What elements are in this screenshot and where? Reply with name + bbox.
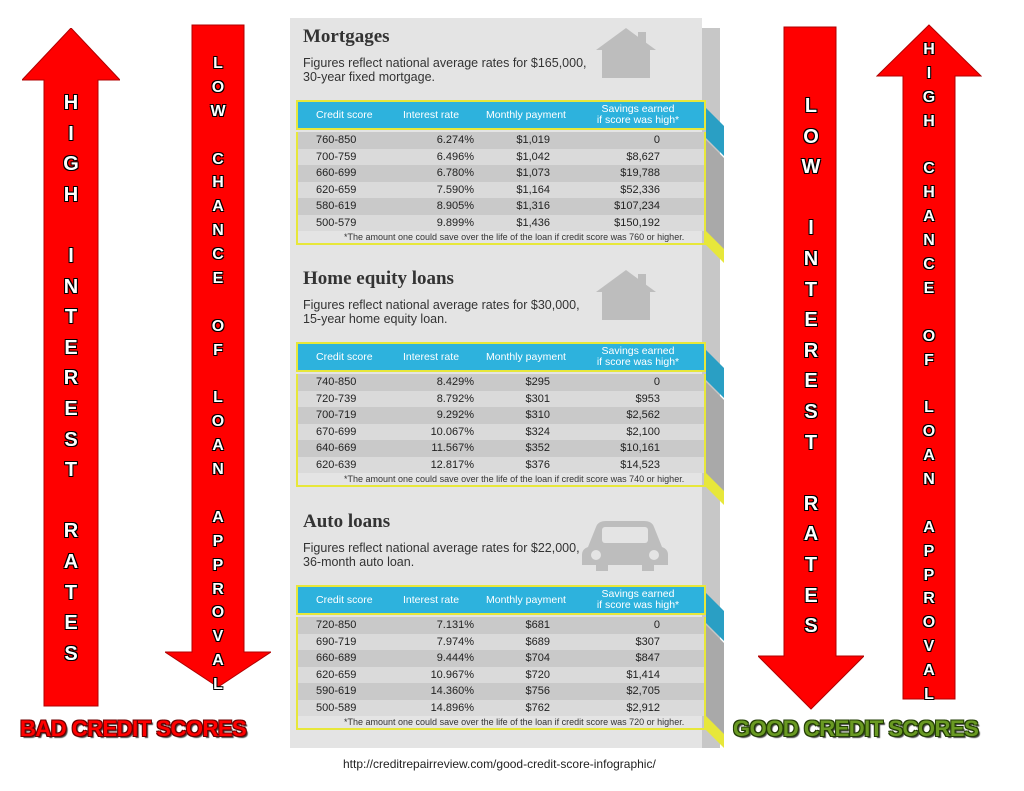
arrow-letter: O: [211, 317, 225, 335]
arrow-letter: H: [923, 112, 935, 130]
savings-cell: $2,562: [626, 409, 660, 422]
header-monthly-payment: Monthly payment: [486, 594, 566, 606]
monthly-payment-cell: $1,019: [516, 134, 550, 147]
arrow-letter: T: [804, 553, 818, 576]
table-row: [298, 650, 704, 667]
section-description: [303, 56, 603, 84]
monthly-payment-cell: $720: [525, 668, 550, 681]
monthly-payment-cell: $376: [525, 458, 550, 471]
arrow-letter: T: [804, 431, 818, 454]
credit-score-cell: 720-850: [316, 619, 357, 632]
section-description: [303, 298, 603, 326]
credit-score-cell: 720-739: [316, 392, 357, 405]
header-monthly-payment: Monthly payment: [486, 351, 566, 363]
low-approval-chance-arrow: [165, 24, 271, 694]
monthly-payment-cell: $310: [525, 409, 550, 422]
arrow-letter: O: [211, 604, 225, 622]
savings-cell: $19,788: [620, 167, 660, 180]
savings-cell: $953: [635, 392, 660, 405]
header-savings: [578, 589, 698, 611]
arrow-letter: O: [211, 413, 225, 431]
table-row: [298, 457, 704, 474]
bad-credit-scores-label: BAD CREDIT SCORES: [20, 716, 247, 741]
arrow-letter: R: [212, 580, 224, 598]
table-row: [298, 165, 704, 182]
arrow-letter: N: [923, 471, 935, 489]
arrow-letter: A: [923, 518, 935, 536]
credit-score-cell: 700-759: [316, 150, 357, 163]
header-interest-rate: Interest rate: [403, 109, 460, 121]
section-title: Home equity loans: [303, 268, 454, 289]
savings-cell: $150,192: [614, 216, 660, 229]
monthly-payment-cell: $1,164: [516, 183, 550, 196]
credit-score-cell: 660-689: [316, 652, 357, 665]
table-row: [298, 424, 704, 441]
monthly-payment-cell: $689: [525, 635, 550, 648]
credit-score-cell: 580-619: [316, 200, 357, 213]
credit-score-cell: 690-719: [316, 635, 357, 648]
interest-rate-cell: 14.896%: [430, 701, 474, 714]
header-credit-score: Credit score: [316, 109, 373, 121]
table-body: [296, 617, 706, 716]
arrow-letter: E: [64, 336, 78, 359]
arrow-letter: N: [212, 461, 224, 479]
arrow-letter: O: [922, 614, 936, 632]
savings-cell: $14,523: [620, 458, 660, 471]
header-savings: [578, 104, 698, 126]
monthly-payment-cell: $1,436: [516, 216, 550, 229]
header-credit-score: Credit score: [316, 594, 373, 606]
monthly-payment-cell: $352: [525, 442, 550, 455]
credit-score-cell: 670-699: [316, 425, 357, 438]
arrow-letter: F: [924, 351, 934, 369]
arrow-letter: V: [212, 628, 224, 646]
table-footnote: *The amount one could save over the life of the loan if credit score was 760 or higher.: [296, 231, 706, 245]
credit-score-cell: 620-639: [316, 458, 357, 471]
arrow-letter: C: [212, 246, 224, 264]
table-row: [298, 667, 704, 684]
arrow-letter: A: [63, 550, 79, 573]
arrow-letter: A: [923, 447, 935, 465]
good-credit-scores-label: GOOD CREDIT SCORES: [733, 716, 979, 741]
table-row: [298, 198, 704, 215]
table-footnote: *The amount one could save over the life of the loan if credit score was 720 or higher.: [296, 716, 706, 730]
monthly-payment-cell: $295: [525, 376, 550, 389]
monthly-payment-cell: $301: [525, 392, 550, 405]
credit-score-cell: 760-850: [316, 134, 357, 147]
section-title: Mortgages: [303, 26, 390, 47]
savings-cell: $847: [635, 652, 660, 665]
arrow-letter: E: [923, 279, 935, 297]
monthly-payment-cell: $1,316: [516, 200, 550, 213]
table-row: [298, 182, 704, 199]
interest-rate-cell: 10.067%: [430, 425, 474, 438]
interest-rate-cell: 12.817%: [430, 458, 474, 471]
arrow-letter: I: [808, 217, 814, 240]
table-row: [298, 149, 704, 166]
interest-rate-cell: 11.567%: [431, 442, 474, 455]
table-row: [298, 391, 704, 408]
arrow-letter: E: [804, 584, 818, 607]
arrow-letter: V: [923, 638, 935, 656]
monthly-payment-cell: $681: [525, 619, 550, 632]
interest-rate-cell: 10.967%: [430, 668, 474, 681]
arrow-letter: E: [64, 612, 78, 635]
description-line: Figures reflect national average rates for $22,000,: [303, 541, 580, 555]
savings-cell: 0: [653, 376, 660, 389]
table-row: [298, 634, 704, 651]
table-row: [298, 683, 704, 700]
header-savings: [578, 346, 698, 368]
savings-cell: $2,912: [626, 701, 660, 714]
arrow-letter: P: [212, 556, 224, 574]
interest-rate-cell: 8.792%: [436, 392, 474, 405]
arrow-letter: C: [923, 256, 935, 274]
arrow-letter: C: [923, 160, 935, 178]
credit-score-cell: 640-669: [316, 442, 357, 455]
arrow-letter: I: [68, 244, 74, 267]
header-interest-rate: Interest rate: [403, 594, 460, 606]
interest-rate-cell: 8.429%: [436, 376, 474, 389]
credit-score-cell: 590-619: [316, 685, 357, 698]
interest-rate-cell: 8.905%: [436, 200, 474, 213]
interest-rate-cell: 7.131%: [436, 619, 474, 632]
arrow-letter: N: [923, 232, 935, 250]
credit-score-cell: 700-719: [316, 409, 357, 422]
arrow-letter: R: [923, 590, 935, 608]
header-savings-line: if score was high*: [596, 114, 680, 126]
monthly-payment-cell: $324: [525, 425, 550, 438]
interest-rate-cell: 7.590%: [436, 183, 474, 196]
header-credit-score: Credit score: [316, 351, 373, 363]
savings-cell: $8,627: [626, 150, 660, 163]
table-row: [298, 215, 704, 232]
arrow-letter: I: [68, 122, 74, 145]
table-row: [298, 374, 704, 391]
arrow-letter: G: [63, 153, 79, 176]
table-header: [296, 342, 706, 372]
table-body: [296, 132, 706, 231]
credit-score-cell: 500-579: [316, 216, 357, 229]
credit-score-infographic: [290, 18, 720, 748]
arrow-letter: F: [213, 341, 223, 359]
arrow-letter: R: [63, 367, 79, 390]
description-line: Figures reflect national average rates for $165,000,: [303, 56, 587, 70]
savings-cell: $2,100: [626, 425, 660, 438]
interest-rate-cell: 9.292%: [436, 409, 474, 422]
description-line: 15-year home equity loan.: [303, 312, 448, 326]
interest-rate-cell: 7.974%: [436, 635, 474, 648]
table-header: [296, 100, 706, 130]
arrow-letter: T: [804, 278, 818, 301]
arrow-letter: R: [803, 339, 819, 362]
arrow-letter: E: [804, 370, 818, 393]
savings-cell: $107,234: [614, 200, 660, 213]
arrow-letter: H: [923, 184, 935, 202]
credit-score-cell: 620-659: [316, 668, 357, 681]
header-savings-line: if score was high*: [596, 356, 680, 368]
table-header: [296, 585, 706, 615]
arrow-letter: O: [211, 78, 225, 96]
arrow-letter: A: [212, 437, 224, 455]
arrow-letter: O: [922, 327, 936, 345]
table-footnote: *The amount one could save over the life of the loan if credit score was 740 or higher.: [296, 473, 706, 487]
arrow-letter: L: [213, 389, 223, 407]
credit-score-cell: 740-850: [316, 376, 357, 389]
savings-cell: 0: [653, 619, 660, 632]
arrow-letter: P: [923, 542, 935, 560]
low-approval-chance-text: [203, 56, 233, 701]
description-line: Figures reflect national average rates for $30,000,: [303, 298, 580, 312]
arrow-letter: E: [212, 270, 224, 288]
header-interest-rate: Interest rate: [403, 351, 460, 363]
high-interest-rates-arrow: [22, 28, 120, 708]
arrow-letter: A: [923, 208, 935, 226]
arrow-letter: N: [212, 222, 224, 240]
high-interest-rates-text: [51, 93, 91, 674]
arrow-letter: O: [803, 125, 819, 148]
monthly-payment-cell: $1,042: [516, 150, 550, 163]
savings-cell: 0: [653, 134, 660, 147]
arrow-letter: L: [804, 95, 818, 117]
arrow-letter: E: [64, 397, 78, 420]
credit-score-cell: 620-659: [316, 183, 357, 196]
interest-rate-cell: 6.780%: [436, 167, 474, 180]
arrow-letter: L: [213, 676, 223, 694]
arrow-letter: A: [923, 662, 935, 680]
description-line: 30-year fixed mortgage.: [303, 70, 436, 84]
header-savings-line: Savings earned: [601, 103, 675, 115]
low-interest-rates-arrow: [758, 26, 864, 711]
low-interest-rates-text: [791, 96, 831, 647]
table-body: [296, 374, 706, 473]
arrow-letter: H: [212, 174, 224, 192]
section-description: [303, 541, 603, 569]
interest-rate-cell: 14.360%: [430, 685, 474, 698]
arrow-letter: T: [64, 581, 78, 604]
arrow-letter: S: [804, 615, 818, 638]
arrow-letter: L: [213, 55, 223, 72]
arrow-letter: H: [923, 41, 935, 58]
savings-cell: $307: [635, 635, 660, 648]
interest-rate-cell: 9.444%: [436, 652, 474, 665]
table-row: [298, 617, 704, 634]
arrow-letter: I: [926, 64, 932, 82]
table-row: [298, 440, 704, 457]
arrow-letter: N: [63, 275, 79, 298]
arrow-letter: N: [803, 247, 819, 270]
interest-rate-cell: 6.274%: [436, 134, 474, 147]
header-savings-line: Savings earned: [601, 345, 675, 357]
savings-cell: $52,336: [620, 183, 660, 196]
arrow-letter: P: [212, 532, 224, 550]
source-url: http://creditrepairreview.com/good-credit-score-infographic/: [343, 757, 656, 771]
arrow-letter: S: [64, 428, 78, 451]
header-savings-line: if score was high*: [596, 599, 680, 611]
arrow-letter: C: [212, 150, 224, 168]
section-title: Auto loans: [303, 511, 391, 532]
interest-rate-cell: 6.496%: [436, 150, 474, 163]
arrow-letter: R: [803, 492, 819, 515]
arrow-letter: R: [63, 520, 79, 543]
arrow-letter: A: [212, 652, 224, 670]
credit-score-cell: 500-589: [316, 701, 357, 714]
high-approval-chance-arrow: [876, 24, 982, 704]
table-row: [298, 132, 704, 149]
arrow-letter: A: [212, 198, 224, 216]
savings-cell: $10,161: [620, 442, 660, 455]
monthly-payment-cell: $756: [525, 685, 550, 698]
savings-cell: $2,705: [626, 685, 660, 698]
arrow-letter: W: [801, 156, 821, 179]
monthly-payment-cell: $762: [525, 701, 550, 714]
interest-rate-cell: 9.899%: [436, 216, 474, 229]
savings-cell: $1,414: [626, 668, 660, 681]
monthly-payment-cell: $1,073: [516, 167, 550, 180]
arrow-letter: S: [804, 400, 818, 423]
table-row: [298, 407, 704, 424]
table-row: [298, 700, 704, 717]
arrow-letter: P: [923, 566, 935, 584]
arrow-letter: T: [64, 306, 78, 329]
arrow-letter: L: [924, 399, 934, 417]
arrow-letter: O: [922, 423, 936, 441]
credit-score-cell: 660-699: [316, 167, 357, 180]
arrow-letter: H: [63, 92, 79, 114]
header-monthly-payment: Monthly payment: [486, 109, 566, 121]
header-savings-line: Savings earned: [601, 588, 675, 600]
high-approval-chance-text: [914, 42, 944, 711]
description-line: 36-month auto loan.: [303, 555, 415, 569]
arrow-letter: W: [210, 102, 226, 120]
arrow-letter: G: [922, 88, 936, 106]
arrow-letter: S: [64, 642, 78, 665]
arrow-letter: H: [63, 183, 79, 206]
arrow-letter: L: [924, 686, 934, 704]
arrow-letter: E: [804, 309, 818, 332]
arrow-letter: A: [803, 523, 819, 546]
monthly-payment-cell: $704: [525, 652, 550, 665]
arrow-letter: T: [64, 459, 78, 482]
arrow-letter: A: [212, 508, 224, 526]
